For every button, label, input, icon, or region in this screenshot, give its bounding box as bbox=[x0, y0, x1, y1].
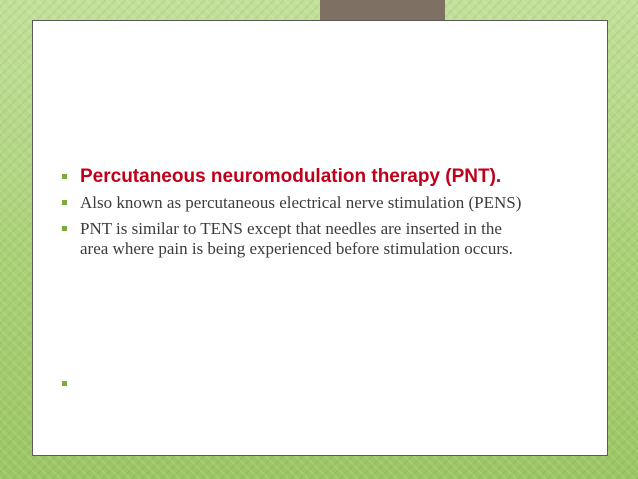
square-bullet-icon bbox=[62, 174, 67, 179]
bullet-text: Percutaneous neuromodulation therapy (PNT). bbox=[80, 166, 502, 187]
bullet-item-pnt-title bbox=[56, 166, 526, 187]
bullet-list bbox=[56, 166, 526, 265]
bullet-item-pnt-description bbox=[56, 219, 526, 259]
empty-bullet-item bbox=[62, 381, 67, 386]
bullet-text: Also known as percutaneous electrical nerve stimulation (PENS) bbox=[80, 193, 522, 212]
bullet-item-pens bbox=[56, 193, 526, 213]
bullet-text: PNT is similar to TENS except that needles are inserted in the area where pain is being experienced before stimulation occurs. bbox=[80, 219, 513, 258]
square-bullet-icon bbox=[62, 381, 67, 386]
square-bullet-icon bbox=[62, 226, 67, 231]
square-bullet-icon bbox=[62, 200, 67, 205]
